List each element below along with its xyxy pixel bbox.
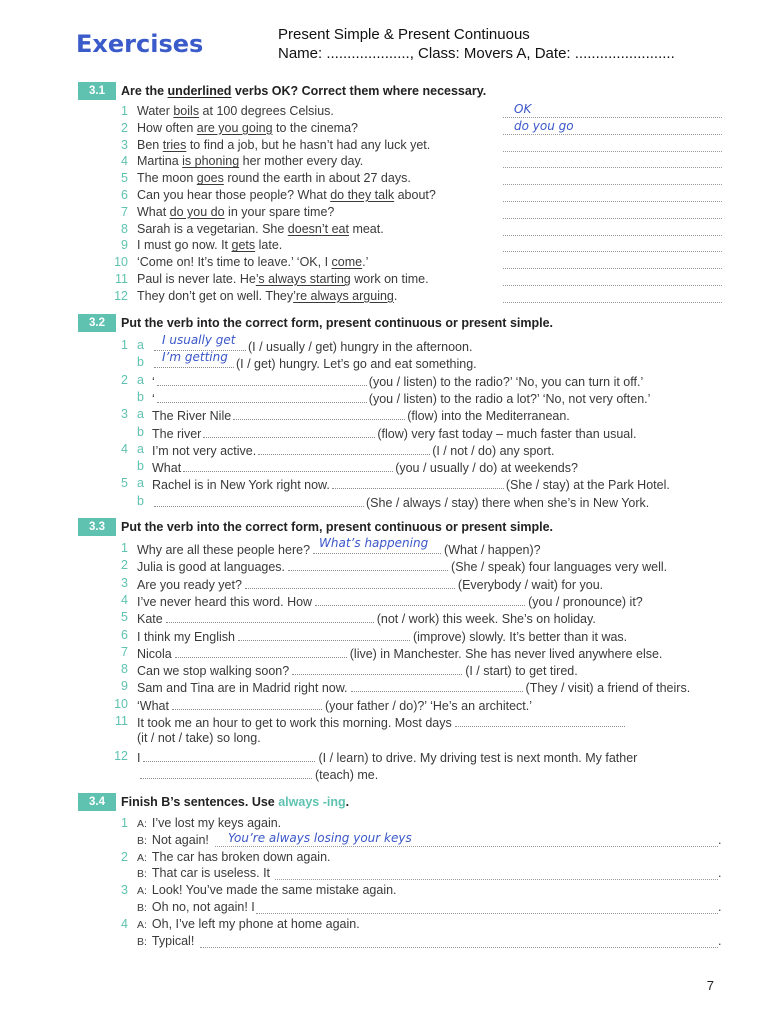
sentence xyxy=(152,459,578,475)
answer-blank[interactable] xyxy=(157,390,367,403)
item-number: 6 xyxy=(121,627,128,642)
sub-letter: b xyxy=(137,493,144,508)
sentence-text: Ben xyxy=(137,137,163,152)
underlined-verb: are you going xyxy=(196,120,273,135)
sentence-text: (you / listen) to the radio a lot?’ ‘No, not very often.’ xyxy=(368,391,651,406)
sentence-text: (flow) very fast today – much faster than usual. xyxy=(377,426,637,441)
item-number: 4 xyxy=(121,916,128,931)
item-number: 2 xyxy=(121,558,128,573)
item-number: 4 xyxy=(121,441,128,456)
sentence-text: The River Nile xyxy=(152,409,232,424)
sentence xyxy=(137,171,411,185)
item-number: 5 xyxy=(121,171,128,186)
answer-blank[interactable] xyxy=(455,714,625,727)
sub-letter: b xyxy=(137,355,144,370)
item-number: 4 xyxy=(121,154,128,169)
answer-blank[interactable] xyxy=(154,494,364,507)
speaker-label: B: xyxy=(137,868,147,881)
exercise-instruction: Are the underlined verbs OK? Correct them where necessary. xyxy=(121,84,487,98)
speaker-label: A: xyxy=(137,851,147,864)
item-number: 8 xyxy=(121,221,128,236)
speaker-b-line xyxy=(137,900,255,914)
exercise-number-badge: 3.2 xyxy=(78,314,116,332)
sentence-text: ‘ xyxy=(152,391,155,406)
sentence-text: What xyxy=(137,204,170,219)
speaker-label: A: xyxy=(137,918,147,931)
sentence-text: The river xyxy=(152,426,202,441)
sentence xyxy=(152,442,554,458)
sentence xyxy=(137,558,667,574)
sentence-text: at 100 degrees Celsius. xyxy=(199,104,334,118)
sentence-text: Look! You’ve made the same mistake again. xyxy=(151,883,397,898)
sentence xyxy=(137,222,384,236)
item-number: 10 xyxy=(114,696,128,711)
sub-letter: a xyxy=(137,441,144,456)
page-title: Exercises xyxy=(76,30,204,58)
item-number: 10 xyxy=(114,255,128,270)
sentence-text: (your father / do)?’ ‘He’s an architect.’ xyxy=(324,698,532,713)
sentence-text: (you / pronounce) it? xyxy=(528,594,643,609)
sentence-text: It took me an hour to get to work this morning. Most days xyxy=(137,716,452,730)
sub-letter: b xyxy=(137,424,144,439)
sentence-text: Not again! xyxy=(151,832,209,847)
speaker-label: B: xyxy=(137,935,147,948)
sentence xyxy=(137,593,643,609)
answer-blank[interactable] xyxy=(154,333,246,351)
sentence-text: Kate xyxy=(137,612,163,627)
sentence-text: (live) in Manchester. She has never lived anywhere else. xyxy=(349,646,663,661)
underlined-verb: ’s always starting xyxy=(255,272,351,286)
sentence-text: Paul is never late. He xyxy=(137,272,256,286)
sentence xyxy=(137,154,363,168)
answer-blank[interactable] xyxy=(143,749,315,762)
sentence-text: round the earth in about 27 days. xyxy=(223,171,411,186)
underlined-verb: goes xyxy=(196,171,224,186)
answer-blank[interactable] xyxy=(332,476,504,489)
sentence xyxy=(137,645,662,661)
sentence xyxy=(137,121,358,135)
speaker-label: A: xyxy=(137,818,147,830)
period: . xyxy=(718,866,722,881)
sentence-text: (flow) into the Mediterranean. xyxy=(407,409,570,424)
sentence-text: (What / happen)? xyxy=(444,543,541,557)
item-number: 2 xyxy=(121,372,128,387)
answer-blank[interactable] xyxy=(203,425,375,438)
sentence-text: I must go now. It xyxy=(137,238,232,253)
sentence-text: I’ve lost my keys again. xyxy=(151,816,282,830)
item-number: 6 xyxy=(121,188,128,202)
answer-blank[interactable] xyxy=(175,645,347,658)
underlined-verb: do you do xyxy=(169,204,225,219)
sentence-text: (I / usually / get) hungry in the afternoon. xyxy=(248,340,473,354)
sentence-text: meat. xyxy=(348,221,384,236)
sentence-text: ‘Come on! It’s time to leave.’ ‘OK, I xyxy=(137,255,332,270)
item-number: 9 xyxy=(121,679,128,694)
answer-blank[interactable] xyxy=(258,442,430,455)
sentence-text: (I / not / do) any sport. xyxy=(432,443,555,458)
underlined-verb: boils xyxy=(173,104,200,118)
sentence xyxy=(152,390,650,406)
sentence xyxy=(137,188,436,202)
sub-letter: a xyxy=(137,407,144,422)
answer-blank[interactable] xyxy=(233,407,405,420)
speaker-a-line xyxy=(137,883,397,897)
sentence xyxy=(137,104,334,118)
sentence-text: (you / listen) to the radio?’ ‘No, you can turn it off.’ xyxy=(368,374,644,389)
period: . xyxy=(718,933,722,948)
answer-blank[interactable] xyxy=(172,697,322,710)
sentence-text: What xyxy=(152,461,182,476)
handwritten-answer: OK xyxy=(514,102,532,116)
student-info-line: Name: ...................., Class: Movers A, Date: ........................ xyxy=(278,45,675,62)
answer-line[interactable] xyxy=(503,218,722,219)
sentence-text: Julia is good at languages. xyxy=(137,560,286,575)
handwritten-answer: I’m getting xyxy=(162,350,228,365)
sentence xyxy=(152,425,636,441)
sentence xyxy=(137,628,627,644)
period: . xyxy=(718,832,722,847)
answer-line[interactable] xyxy=(503,251,722,252)
answer-line[interactable] xyxy=(503,201,722,202)
sentence-text: I think my English xyxy=(137,629,235,644)
answer-line[interactable] xyxy=(503,134,722,135)
sentence-text: Water xyxy=(137,104,174,118)
speaker-label: A: xyxy=(137,885,147,898)
worksheet-topic: Present Simple & Present Continuous xyxy=(278,26,530,43)
sentence-text: (you / usually / do) at weekends? xyxy=(395,461,578,476)
sentence-text: Typical! xyxy=(151,933,195,948)
underlined-verb: doesn’t eat xyxy=(287,221,349,236)
item-number: 11 xyxy=(115,272,128,286)
item-number: 1 xyxy=(121,338,128,352)
exercise-instruction: Finish B’s sentences. Use always -ing. xyxy=(121,795,350,809)
sentence-text: I’m not very active. xyxy=(152,443,257,458)
sentence xyxy=(137,714,628,730)
sentence xyxy=(137,289,397,303)
sentence-text: The moon xyxy=(137,171,197,186)
sentence-text: Why are all these people here? xyxy=(137,543,311,557)
answer-line[interactable] xyxy=(200,947,718,948)
sentence-text: They don’t get on well. They xyxy=(137,288,294,303)
answer-line[interactable] xyxy=(503,184,722,185)
item-number: 1 xyxy=(121,541,128,555)
answer-blank[interactable] xyxy=(288,558,448,571)
sub-letter: b xyxy=(137,459,144,474)
sentence xyxy=(137,662,578,678)
answer-blank[interactable] xyxy=(238,628,410,641)
underlined-verb: come xyxy=(331,255,363,270)
sentence-text: ‘What xyxy=(137,698,169,713)
answer-line[interactable] xyxy=(503,302,722,303)
answer-blank[interactable] xyxy=(157,373,367,386)
answer-line[interactable] xyxy=(215,846,718,847)
underlined-verb: gets xyxy=(231,238,256,253)
sentence-text: (She / stay) at the Park Hotel. xyxy=(505,478,670,493)
answer-blank[interactable] xyxy=(315,593,525,606)
answer-blank[interactable] xyxy=(140,766,312,779)
sentence xyxy=(137,766,378,782)
item-number: 9 xyxy=(121,238,128,253)
handwritten-answer: do you go xyxy=(514,118,574,133)
item-number: 3 xyxy=(121,137,128,152)
sentence-text: work on time. xyxy=(350,272,429,286)
speaker-a-line xyxy=(137,816,281,830)
answer-line[interactable] xyxy=(503,268,722,269)
sentence xyxy=(152,373,643,389)
item-number: 1 xyxy=(121,104,128,118)
item-number: 3 xyxy=(121,407,128,422)
speaker-a-line xyxy=(137,917,360,931)
sentence-text: (not / work) this week. She’s on holiday. xyxy=(376,612,596,627)
sentence-text: The car has broken down again. xyxy=(151,849,331,864)
sentence xyxy=(137,536,541,557)
speaker-b-line xyxy=(137,934,194,948)
page-number: 7 xyxy=(706,978,714,993)
sentence-text: Martina xyxy=(137,154,183,169)
item-number: 3 xyxy=(121,575,128,590)
sentence xyxy=(152,476,670,492)
answer-blank[interactable] xyxy=(313,536,441,554)
sentence-text: Can you hear those people? What xyxy=(137,188,331,202)
answer-line[interactable] xyxy=(503,167,722,168)
sentence xyxy=(137,272,429,286)
answer-blank[interactable] xyxy=(351,679,523,692)
underlined-verb: is phoning xyxy=(182,154,240,169)
handwritten-answer: You’re always losing your keys xyxy=(228,830,412,845)
sentence xyxy=(152,494,649,510)
sentence xyxy=(137,731,261,745)
sentence-text: late. xyxy=(255,238,283,253)
answer-blank[interactable] xyxy=(154,350,234,368)
sentence-text: her mother every day. xyxy=(239,154,364,169)
sentence-text: (I / learn) to drive. My driving test is next month. My father xyxy=(318,750,638,765)
exercise-instruction: Put the verb into the correct form, present continuous or present simple. xyxy=(121,316,554,330)
sentence-text: (it / not / take) so long. xyxy=(137,731,261,746)
sentence-text: (They / visit) a friend of theirs. xyxy=(525,681,691,696)
sentence-text: Sam and Tina are in Madrid right now. xyxy=(137,681,348,696)
speaker-label: B: xyxy=(137,902,147,914)
handwritten-answer: What’s happening xyxy=(319,536,429,550)
exercise-number-badge: 3.1 xyxy=(78,82,116,100)
item-number: 1 xyxy=(121,816,128,830)
answer-blank[interactable] xyxy=(245,576,455,589)
item-number: 8 xyxy=(121,662,128,677)
sentence xyxy=(137,610,596,626)
speaker-b-line xyxy=(137,866,270,880)
sentence-text: (I / start) to get tired. xyxy=(465,664,578,679)
sentence-text: ‘ xyxy=(152,374,155,389)
underlined-verb: ’re always arguing xyxy=(293,288,394,303)
sentence-text: (improve) slowly. It’s better than it was. xyxy=(412,629,628,644)
sentence xyxy=(137,255,368,269)
sub-letter: a xyxy=(137,338,144,352)
sentence-text: I xyxy=(137,750,141,765)
sentence-text: (teach) me. xyxy=(315,767,379,782)
answer-line[interactable] xyxy=(256,913,718,914)
item-number: 11 xyxy=(115,714,128,728)
sentence-text: Nicola xyxy=(137,646,172,661)
item-number: 4 xyxy=(121,592,128,607)
sentence xyxy=(152,350,477,372)
item-number: 2 xyxy=(121,849,128,864)
item-number: 12 xyxy=(114,748,128,763)
sentence xyxy=(152,407,570,423)
speaker-a-line xyxy=(137,850,331,864)
sentence-text: about? xyxy=(394,188,436,202)
sentence-text: to find a job, but he hasn’t had any luck yet. xyxy=(186,137,431,152)
sentence xyxy=(137,576,603,592)
item-number: 5 xyxy=(121,476,128,491)
sentence xyxy=(137,205,334,219)
exercise-number-badge: 3.3 xyxy=(78,518,116,536)
answer-blank[interactable] xyxy=(292,662,462,675)
sentence-text: Oh, I’ve left my phone at home again. xyxy=(151,916,360,931)
sentence-text: (She / speak) four languages very well. xyxy=(451,560,668,575)
item-number: 5 xyxy=(121,610,128,625)
sub-letter: a xyxy=(137,476,144,491)
sentence-text: How often xyxy=(137,120,197,135)
sentence-text: . xyxy=(393,288,398,303)
sentence-text: That car is useless. It xyxy=(151,866,271,881)
period: . xyxy=(718,900,722,914)
handwritten-answer: I usually get xyxy=(162,333,236,347)
item-number: 7 xyxy=(121,204,128,219)
item-number: 3 xyxy=(121,883,128,898)
sentence-text: Oh no, not again! I xyxy=(151,900,255,914)
sub-letter: a xyxy=(137,372,144,387)
speaker-label: B: xyxy=(137,834,147,847)
item-number: 12 xyxy=(114,288,128,303)
exercise-number-badge: 3.4 xyxy=(78,793,116,811)
sentence-text: I’ve never heard this word. How xyxy=(137,594,313,609)
sentence xyxy=(137,679,690,695)
exercise-instruction: Put the verb into the correct form, present continuous or present simple. xyxy=(121,520,554,534)
item-number: 2 xyxy=(121,120,128,135)
underlined-verb: do they talk xyxy=(330,188,395,202)
sentence xyxy=(137,749,637,765)
sentence-text: (Everybody / wait) for you. xyxy=(457,577,604,592)
answer-blank[interactable] xyxy=(166,610,374,623)
answer-blank[interactable] xyxy=(183,459,393,472)
sentence-text: (She / always / stay) there when she’s in New York. xyxy=(366,495,650,510)
sentence-text: Are you ready yet? xyxy=(137,577,242,592)
sentence-text: to the cinema? xyxy=(272,120,358,135)
speaker-b-line xyxy=(137,833,209,847)
item-number: 7 xyxy=(121,644,128,659)
sentence xyxy=(137,238,282,252)
sentence xyxy=(137,697,532,713)
answer-line[interactable] xyxy=(503,235,722,236)
underlined-verb: tries xyxy=(162,137,187,152)
sentence-text: (I / get) hungry. Let’s go and eat something. xyxy=(236,357,477,372)
sentence-text: Can we stop walking soon? xyxy=(137,664,290,679)
answer-line[interactable] xyxy=(503,285,722,286)
sentence xyxy=(137,138,430,152)
sentence-text: in your spare time? xyxy=(224,204,335,219)
sub-letter: b xyxy=(137,389,144,404)
sentence-text: .’ xyxy=(362,255,369,270)
answer-line[interactable] xyxy=(503,151,722,152)
sentence-text: Sarah is a vegetarian. She xyxy=(137,221,288,236)
sentence-text: Rachel is in New York right now. xyxy=(152,478,330,493)
answer-line[interactable] xyxy=(275,879,718,880)
